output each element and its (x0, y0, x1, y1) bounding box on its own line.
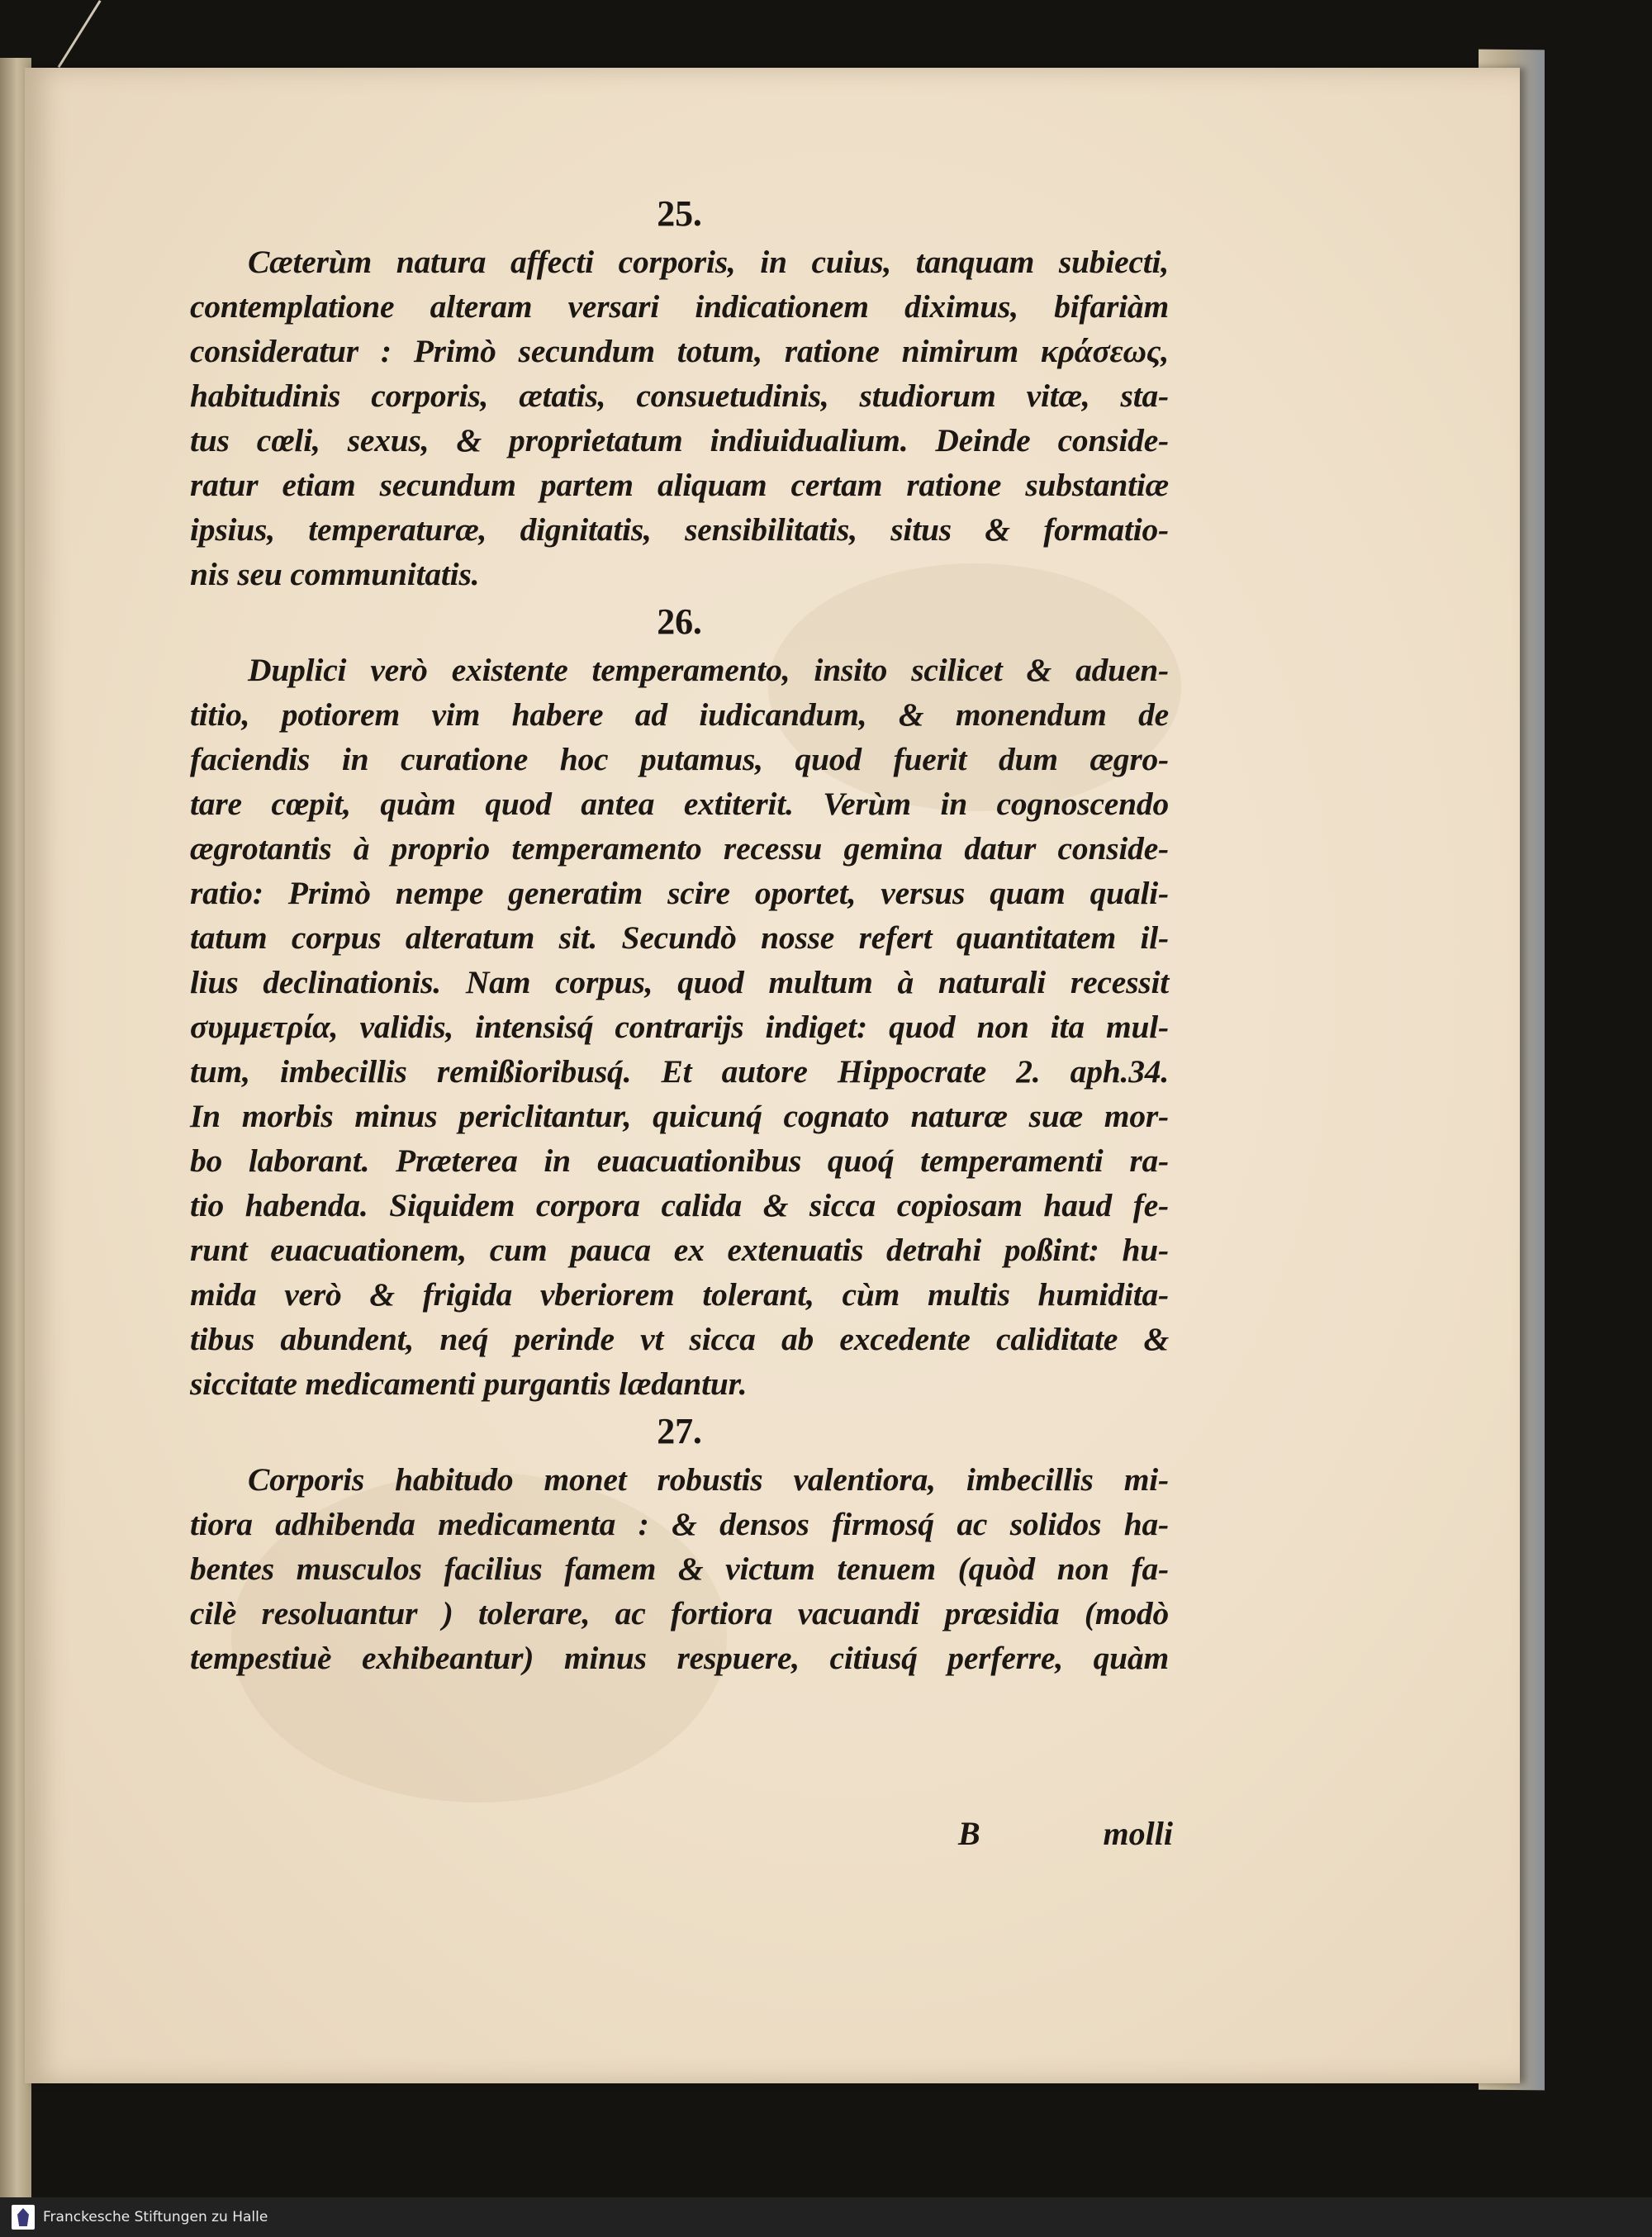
text-line: habitudinis corporis, ætatis, consuetudinis, studiorum vitæ, sta- (190, 378, 1169, 414)
text-line: ratur etiam secundum partem aliquam certam ratione substantiæ (190, 467, 1169, 503)
text-line: tibus abundent, neq́ perinde vt sicca ab excedente caliditate & (190, 1321, 1169, 1357)
section-number: 26. (657, 601, 702, 642)
text-line: tiora adhibenda medicamenta : & densos firmosq́ ac solidos ha- (190, 1506, 1169, 1542)
institution-name: Franckesche Stiftungen zu Halle (43, 2209, 268, 2225)
text-line: In morbis minus periclitantur, quicunq́ cognato naturæ suæ mor- (190, 1098, 1169, 1134)
viewer-footer (0, 2197, 1652, 2237)
text-line: tio habenda. Siquidem corpora calida & sicca copiosam haud fe- (190, 1187, 1169, 1223)
text-line: tus cœli, sexus, & proprietatum indiuidualium. Deinde conside- (190, 422, 1169, 458)
text-line: συμμετρία, validis, intensisq́ contrarijs indiget: quod non ita mul- (190, 1009, 1169, 1045)
text-line: ægrotantis à proprio temperamento recessu gemina datur conside- (190, 830, 1169, 867)
paragraph-26 (190, 648, 1169, 1406)
text-line: bo laborant. Præterea in euacuationibus quoq́ temperamenti ra- (190, 1142, 1169, 1179)
text-line: cilè resoluantur ) tolerare, ac fortiora vacuandi præsidia (modò (190, 1595, 1169, 1631)
text-line: faciendis in curatione hoc putamus, quod fuerit dum ægro- (190, 741, 1169, 777)
paragraph-25 (190, 240, 1169, 596)
text-line: tempestiuè exhibeantur) minus respuere, citiusq́ perferre, quàm (190, 1640, 1169, 1676)
text-line: nis seu communitatis. (190, 556, 480, 592)
text-line: titio, potiorem vim habere ad iudicandum, & monendum de (190, 696, 1169, 733)
text-line: bentes musculos facilius famem & victum tenuem (quòd non fa- (190, 1551, 1169, 1587)
text-line: Corporis habitudo monet robustis valentiora, imbecillis mi- (248, 1461, 1169, 1498)
page-text (190, 188, 1169, 1680)
text-line: consideratur : Primò secundum totum, ratione nimirum κράσεως, (190, 333, 1169, 369)
text-line: lius declinationis. Nam corpus, quod multum à naturali recessit (190, 964, 1169, 1000)
text-line: Duplici verò existente temperamento, insito scilicet & aduen- (248, 652, 1169, 688)
catchword: molli (1103, 1815, 1173, 1852)
text-line: siccitate medicamenti purgantis lædantur. (190, 1365, 748, 1402)
paragraph-27 (190, 1457, 1169, 1680)
text-line: mida verò & frigida vberiorem tolerant, cùm multis humidita- (190, 1276, 1169, 1313)
section-number: 27. (657, 1411, 702, 1451)
text-line: ratio: Primò nempe generatim scire oportet, versus quam quali- (190, 875, 1169, 911)
text-line: ipsius, temperaturæ, dignitatis, sensibilitatis, situs & formatio- (190, 511, 1169, 548)
text-line: contemplatione alteram versari indicationem diximus, bifariàm (190, 288, 1169, 325)
catchwords (958, 1814, 1173, 1864)
text-line: tum, imbecillis remißioribusq́. Et autore Hippocrate 2. aph.34. (190, 1053, 1169, 1090)
text-line: Cæterùm natura affecti corporis, in cuius, tanquam subiecti, (248, 244, 1169, 280)
loose-thread (58, 0, 102, 68)
signature-mark: B (958, 1815, 980, 1852)
section-number: 25. (657, 193, 702, 234)
text-line: tare cœpit, quàm quod antea extiterit. Verùm in cognoscendo (190, 786, 1169, 822)
text-line: runt euacuationem, cum pauca ex extenuatis detrahi poßint: hu- (190, 1232, 1169, 1268)
institution-logo-icon (12, 2205, 35, 2230)
text-line: tatum corpus alteratum sit. Secundò nosse refert quantitatem il- (190, 919, 1169, 956)
